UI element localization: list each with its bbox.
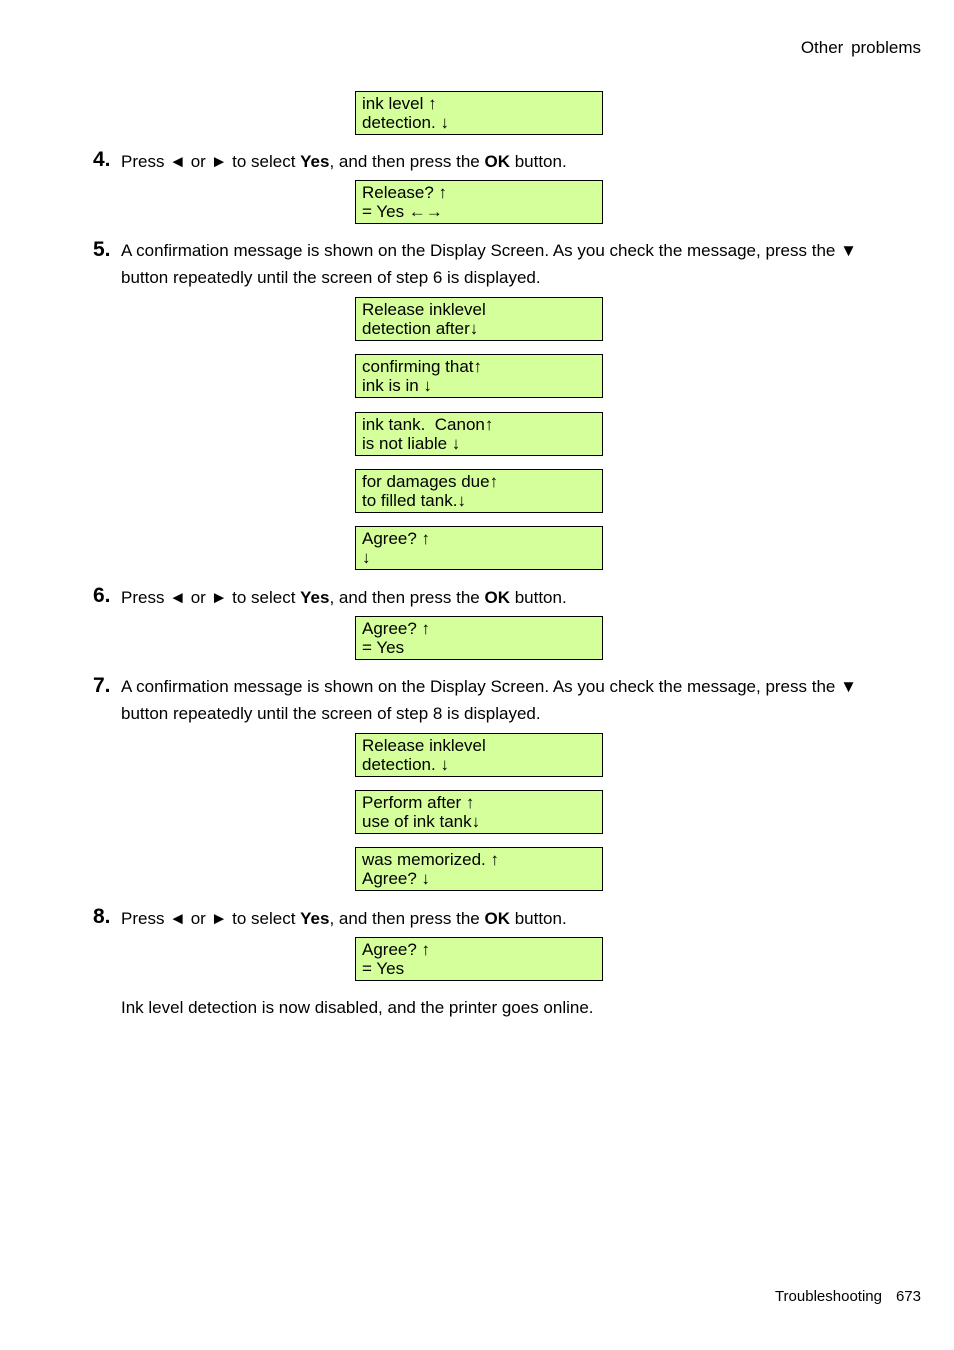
step-number: 7. xyxy=(93,674,111,697)
yes-label: Yes xyxy=(300,909,330,928)
display-line: detection after↓ xyxy=(362,319,479,338)
ok-button-label: OK xyxy=(484,152,510,171)
display-line: ink is in ↓ xyxy=(362,376,432,395)
display-line: Release inklevel xyxy=(362,300,486,319)
page-footer xyxy=(775,1288,921,1305)
display-line: ↓ xyxy=(362,548,371,567)
step-text: button. xyxy=(509,588,567,607)
step-number: 4. xyxy=(93,148,111,171)
display-line: Release? ↑ xyxy=(362,183,448,202)
display-screen xyxy=(355,733,603,777)
display-line: Perform after ↑ xyxy=(362,793,475,812)
yes-label: Yes xyxy=(300,588,330,607)
display-screen xyxy=(355,297,603,341)
step-instruction xyxy=(121,909,567,929)
display-line: to filled tank.↓ xyxy=(362,491,466,510)
display-line: detection. ↓ xyxy=(362,113,449,132)
step-text: , and then press the xyxy=(329,909,485,928)
display-screen xyxy=(355,91,603,135)
display-line: Agree? ↓ xyxy=(362,869,431,888)
display-line: is not liable ↓ xyxy=(362,434,461,453)
display-screen xyxy=(355,526,603,570)
step-paragraph: A confirmation message is shown on the Display Screen. As you check the message, press the ▼ button repeatedly until the screen of step 6 is displayed. xyxy=(121,241,857,287)
step-paragraph: A confirmation message is shown on the Display Screen. As you check the message, press the ▼ button repeatedly until the screen of step 8 is displayed. xyxy=(121,677,857,723)
display-line: Release inklevel xyxy=(362,736,486,755)
step-text: Press ◄ or ► to select xyxy=(121,588,301,607)
step-instruction xyxy=(121,152,567,172)
result-note: Ink level detection is now disabled, and the printer goes online. xyxy=(121,998,594,1017)
page-number: 673 xyxy=(895,1288,921,1305)
display-screen xyxy=(355,847,603,891)
display-line: detection. ↓ xyxy=(362,755,449,774)
display-screen xyxy=(355,354,603,398)
display-screen xyxy=(355,469,603,513)
display-line: Agree? ↑ xyxy=(362,529,431,548)
step-text: , and then press the xyxy=(329,588,485,607)
footer-section: Troubleshooting xyxy=(774,1288,882,1305)
step-text: Press ◄ or ► to select xyxy=(121,909,301,928)
step-text: button. xyxy=(509,909,567,928)
display-line: use of ink tank↓ xyxy=(362,812,481,831)
step-text: Press ◄ or ► to select xyxy=(121,152,301,171)
step-number: 5. xyxy=(93,238,111,261)
display-screen xyxy=(355,616,603,660)
step-instruction xyxy=(121,588,567,608)
yes-label: Yes xyxy=(300,152,330,171)
display-screen xyxy=(355,790,603,834)
display-line: = Yes ←→ xyxy=(362,202,443,221)
display-line: was memorized. ↑ xyxy=(362,850,499,869)
display-screen xyxy=(355,937,603,981)
display-line: for damages due↑ xyxy=(362,472,499,491)
ok-button-label: OK xyxy=(484,588,510,607)
display-line: Agree? ↑ xyxy=(362,940,431,959)
display-screen xyxy=(355,180,603,224)
step-number: 6. xyxy=(93,584,111,607)
display-line: Agree? ↑ xyxy=(362,619,431,638)
display-line: confirming that↑ xyxy=(362,357,482,376)
display-line: ink level ↑ xyxy=(362,94,437,113)
ok-button-label: OK xyxy=(484,909,510,928)
display-screen xyxy=(355,412,603,456)
step-text: button. xyxy=(509,152,567,171)
display-line: = Yes xyxy=(362,638,405,657)
display-line: = Yes xyxy=(362,959,405,978)
step-number: 8. xyxy=(93,905,111,928)
display-line: ink tank. Canon↑ xyxy=(362,415,494,434)
running-header: Other problems xyxy=(800,38,921,57)
step-text: , and then press the xyxy=(329,152,485,171)
